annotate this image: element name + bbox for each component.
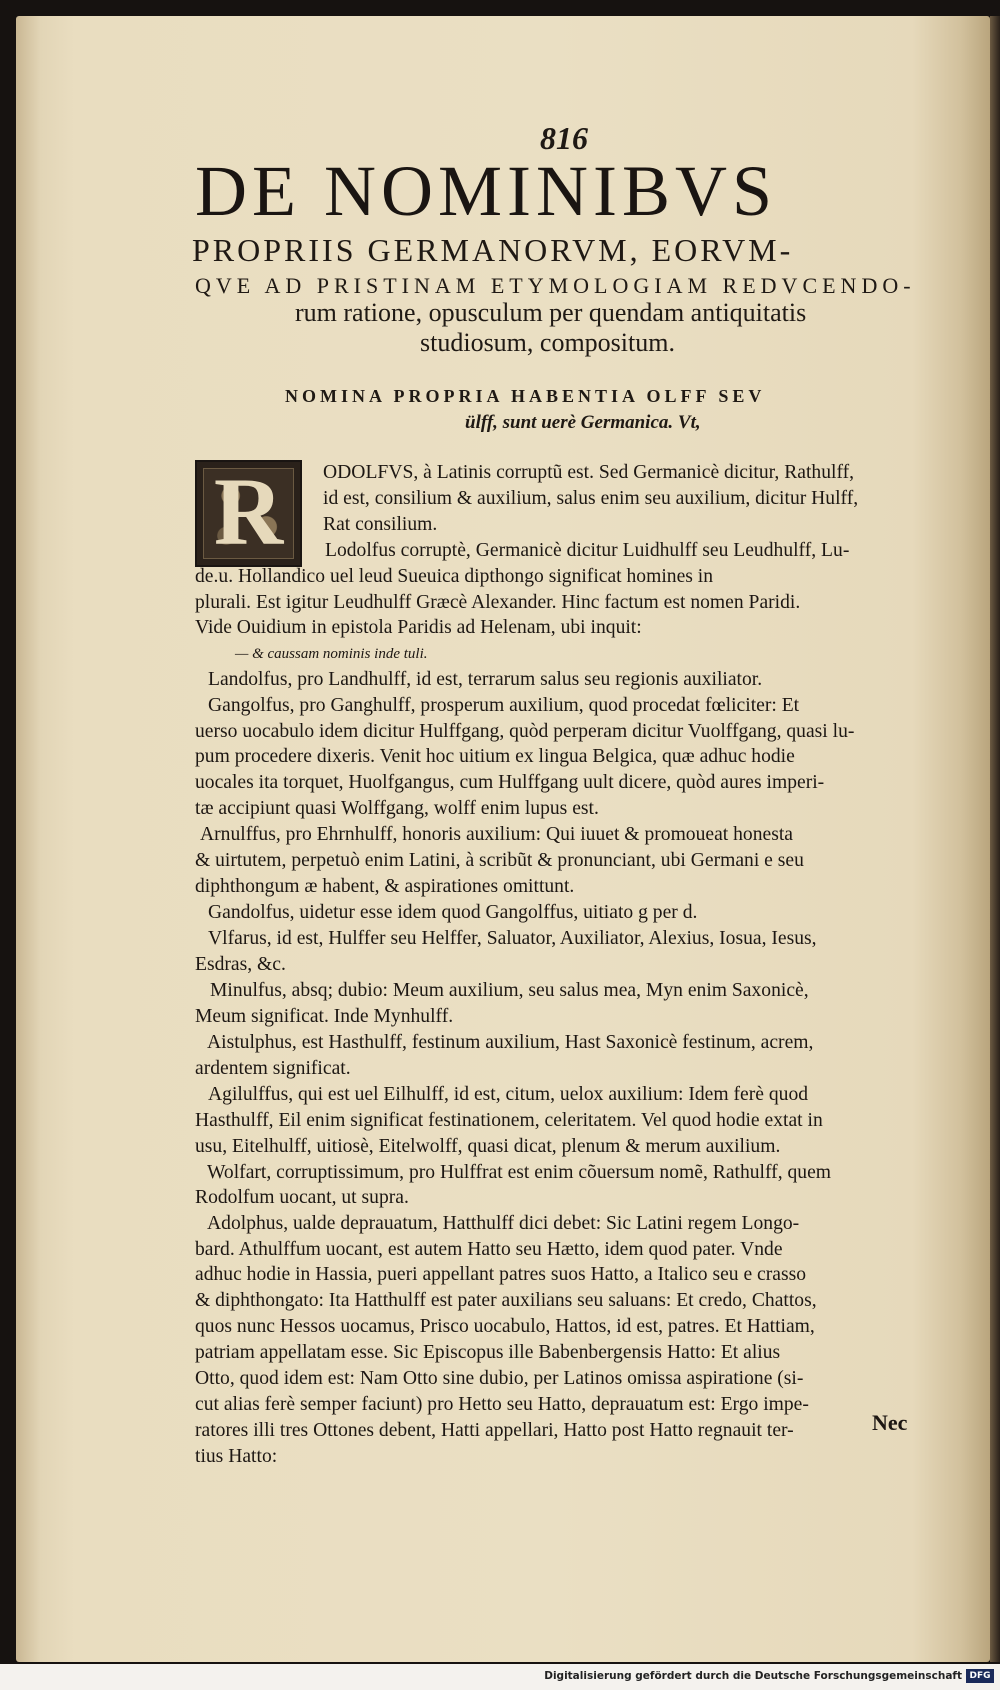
- body-line: plurali. Est igitur Leudhulff Græcè Alexander. Hinc factum est nomen Paridi.: [195, 592, 801, 613]
- body-line: Aistulphus, est Hasthulff, festinum auxilium, Hast Saxonicè festinum, acrem,: [207, 1032, 814, 1053]
- page-number: 816: [540, 120, 588, 156]
- page-title: DE NOMINIBVS: [195, 151, 777, 231]
- body-line: & diphthongato: Ita Hatthulff est pater auxilians seu saluans: Et credo, Chattos,: [195, 1290, 817, 1311]
- section-heading-line-2: ülff, sunt uerè Germanica. Vt,: [465, 412, 701, 433]
- body-line: uerso uocabulo idem dicitur Hulffgang, quòd perperam dicitur Vuolffgang, quasi lu-: [195, 721, 855, 742]
- body-line: Wolfart, corruptissimum, pro Hulffrat est enim cõuersum nomẽ, Rathulff, quem: [207, 1162, 832, 1183]
- body-line: Minulfus, absq; dubio: Meum auxilium, seu salus mea, Myn enim Saxonicè,: [210, 980, 809, 1001]
- subtitle-line-1: PROPRIIS GERMANORVM, EORVM-: [192, 232, 794, 268]
- body-line: Gandolfus, uidetur esse idem quod Gangolffus, uitiato g per d.: [208, 902, 698, 923]
- body-line: id est, consilium & auxilium, salus enim seu auxilium, dicitur Hulff,: [323, 488, 859, 509]
- body-line: cut alias ferè semper faciunt) pro Hetto seu Hatto, deprauatum est: Ergo impe-: [195, 1394, 809, 1415]
- body-line: diphthongum æ habent, & aspirationes omittunt.: [195, 876, 575, 897]
- body-line: quos nunc Hessos uocamus, Prisco uocabulo, Hattos, id est, patres. Et Hattiam,: [195, 1316, 815, 1337]
- body-line: ODOLFVS, à Latinis corruptũ est. Sed Germanicè dicitur, Rathulff,: [323, 462, 855, 483]
- body-line: Otto, quod idem est: Nam Otto sine dubio, per Latinos omissa aspiratione (si-: [195, 1368, 804, 1389]
- catchword: Nec: [872, 1410, 908, 1435]
- body-line: Rat consilium.: [323, 514, 438, 535]
- body-line: Meum significat. Inde Mynhulff.: [195, 1006, 454, 1027]
- footer-bar: [0, 1664, 1000, 1690]
- body-line: pum procedere dixeris. Venit hoc uitium ex lingua Belgica, quæ adhuc hodie: [195, 746, 795, 767]
- body-line: ardentem significat.: [195, 1058, 351, 1079]
- body-line: bard. Athulffum uocant, est autem Hatto seu Hætto, idem quod pater. Vnde: [195, 1239, 783, 1260]
- body-line: & uirtutem, perpetuò enim Latini, à scribũt & pronunciant, ubi Germani e seu: [195, 850, 804, 871]
- body-line: ratores illi tres Ottones debent, Hatti appellari, Hatto post Hatto regnauit ter-: [195, 1420, 794, 1441]
- decorated-initial: [195, 460, 302, 567]
- body-line: Agilulffus, qui est uel Eilhulff, id est, citum, uelox auxilium: Idem ferè quod: [208, 1084, 809, 1105]
- subtitle-line-4: studiosum, compositum.: [420, 328, 675, 357]
- section-heading-line-1: NOMINA PROPRIA HABENTIA OLFF SEV: [285, 386, 766, 406]
- body-line: Rodolfum uocant, ut supra.: [195, 1187, 409, 1208]
- body-line: tæ accipiunt quasi Wolffgang, wolff enim lupus est.: [195, 798, 599, 819]
- footer-credit: Digitalisierung gefördert durch die Deutsche Forschungsgemeinschaft: [544, 1670, 962, 1682]
- body-line: Lodolfus corruptè, Germanicè dicitur Luidhulff seu Leudhulff, Lu-: [325, 540, 850, 561]
- body-line: Esdras, &c.: [195, 954, 286, 975]
- dfg-logo: DFG: [966, 1669, 994, 1683]
- body-line: usu, Eitelhulff, uitiosè, Eitelwolff, quasi dicat, plenum & merum auxilium.: [195, 1136, 781, 1157]
- body-line: Arnulffus, pro Ehrnhulff, honoris auxilium: Qui iuuet & promoueat honesta: [200, 824, 793, 845]
- body-line: Gangolfus, pro Ganghulff, prosperum auxilium, quod procedat fœliciter: Et: [208, 695, 800, 716]
- initial-letter: R: [213, 460, 284, 565]
- body-line: Hasthulff, Eil enim significat festinationem, celeritatem. Vel quod hodie extat in: [195, 1110, 823, 1131]
- body-line: tius Hatto:: [195, 1446, 278, 1467]
- page-edge: [990, 16, 1000, 1662]
- body-line: de.u. Hollandico uel leud Sueuica dipthongo significat homines in: [195, 566, 714, 587]
- body-line: patriam appellatam esse. Sic Episcopus ille Babenbergensis Hatto: Et alius: [195, 1342, 781, 1363]
- body-line: adhuc hodie in Hassia, pueri appellant patres suos Hatto, a Italico seu e crasso: [195, 1264, 807, 1285]
- body-line: Vide Ouidium in epistola Paridis ad Helenam, ubi inquit:: [195, 617, 642, 638]
- subtitle-line-2: QVE AD PRISTINAM ETYMOLOGIAM REDVCENDO-: [195, 273, 916, 298]
- body-line: — & caussam nominis inde tuli.: [235, 646, 428, 662]
- body-line: Landolfus, pro Landhulff, id est, terrarum salus seu regionis auxiliator.: [208, 669, 763, 690]
- body-line: uocales ita torquet, Huolfgangus, cum Hulffgang uult dicere, quòd aures imperi-: [195, 772, 825, 793]
- subtitle-line-3: rum ratione, opusculum per quendam antiquitatis: [295, 298, 807, 327]
- body-line: Adolphus, ualde deprauatum, Hatthulff dici debet: Sic Latini regem Longo-: [207, 1213, 800, 1234]
- body-line: Vlfarus, id est, Hulffer seu Helffer, Saluator, Auxiliator, Alexius, Iosua, Iesus,: [208, 928, 817, 949]
